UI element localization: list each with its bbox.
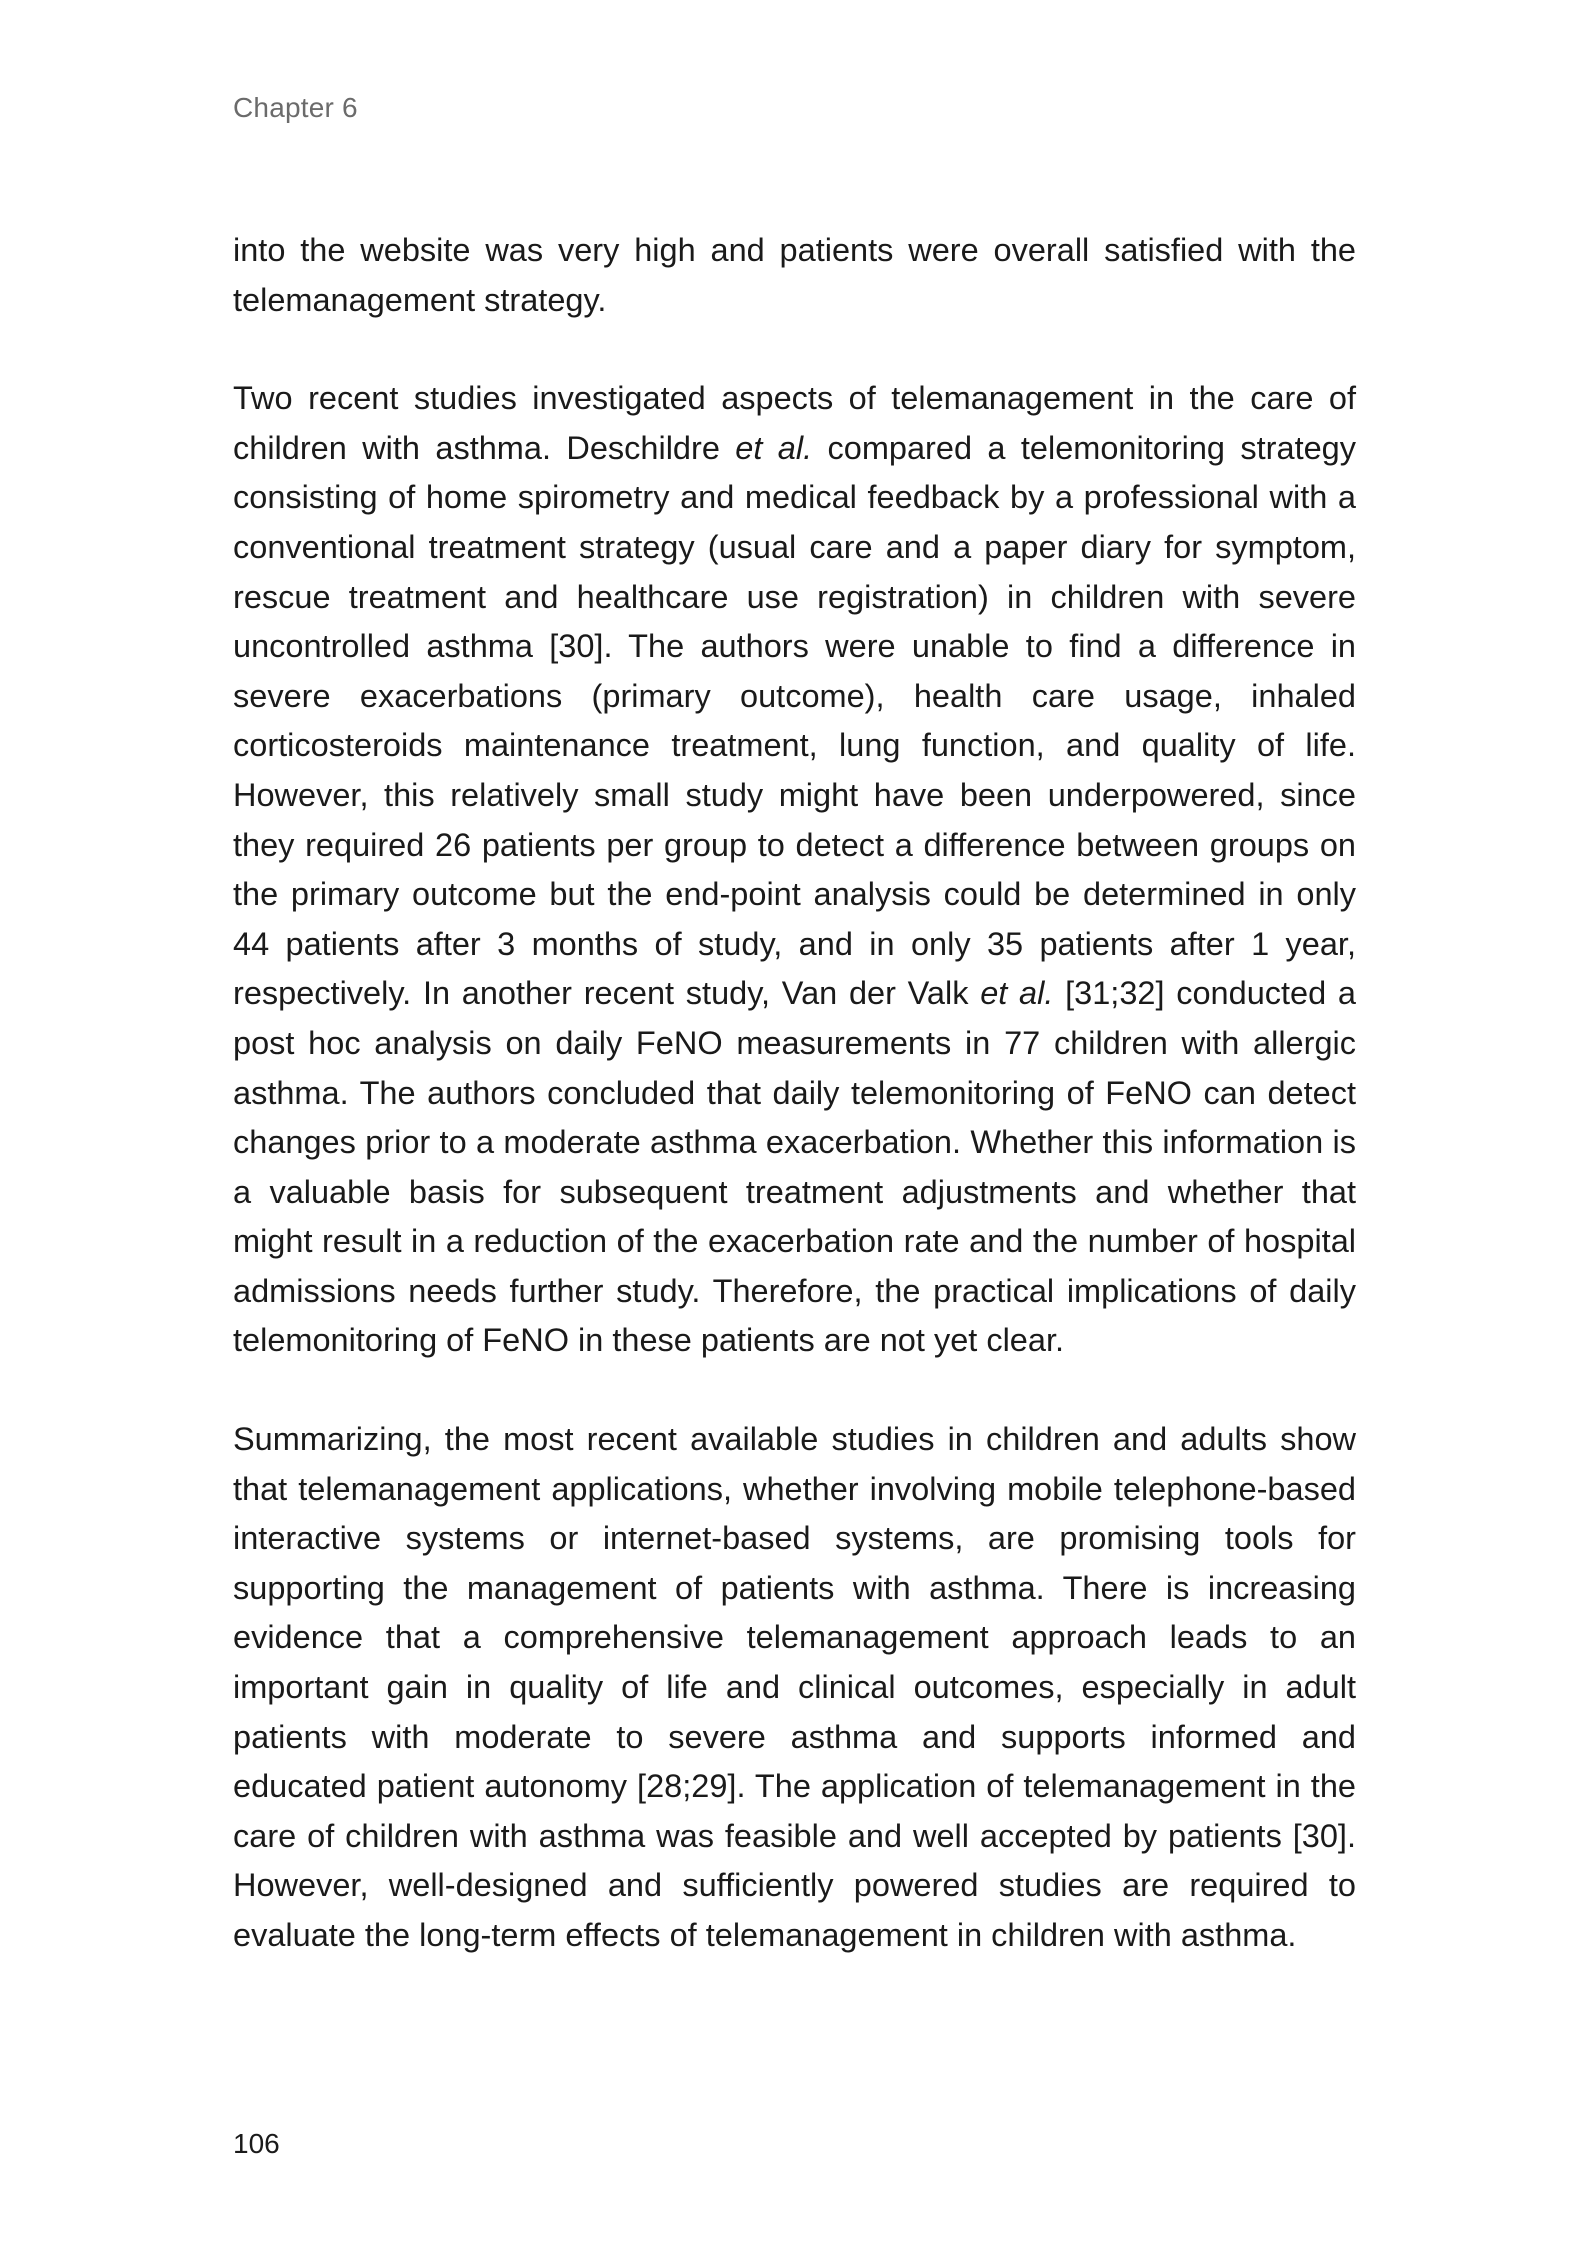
body-text xyxy=(233,226,1356,2010)
et-al-italic: et al. xyxy=(735,429,813,466)
paragraph-2-text-c: [31;32] conducted a post hoc analysis on daily FeNO measurements in 77 children with allergic asthma. The authors concluded that daily telemonitoring of FeNO can detect changes prior to a moderate asthma exacerbation. Whether this information is a valuable basis for subsequent treatment adjustments and whether that might result in a reduction of the exacerbation rate and the number of hospital admissions needs further study. Therefore, the practical implications of daily telemonitoring of FeNO in these patients are not yet clear. xyxy=(233,975,1357,1359)
running-head: Chapter 6 xyxy=(233,92,358,123)
page-number: 106 xyxy=(233,2128,280,2159)
paragraph-1: into the website was very high and patients were overall satisfied with the telemanagement strategy. xyxy=(233,232,1356,318)
et-al-italic: et al. xyxy=(980,975,1054,1012)
paragraph-2 xyxy=(233,374,1356,1366)
paragraph-2-text-b: compared a telemonitoring strategy consisting of home spirometry and medical feedback by a professional with a conventional treatment strategy (usual care and a paper diary for symptom, rescue treatment and healthcare use registration) in children with severe uncontrolled asthma [30]. The authors were unable to find a difference in severe exacerbations (primary outcome), health care usage, inhaled corticosteroids maintenance treatment, lung function, and quality of life. However, this relatively small study might have been underpowered, since they required 26 patients per group to detect a difference between groups on the primary outcome but the end-point analysis could be determined in only 44 patients after 3 months of study, and in only 35 patients after 1 year, respectively. In another recent study, Van der Valk xyxy=(233,429,1357,1012)
paragraph-2-text-a: Two recent studies investigated aspects of telemanagement in the care of children with asthma. Deschildre xyxy=(233,380,1356,466)
paragraph-3: Summarizing, the most recent available studies in children and adults show that telemanagement applications, whether involving mobile telephone-based interactive systems or internet-based systems, are promising tools for supporting the management of patients with asthma. There is increasing evidence that a comprehensive telemanagement approach leads to an important gain in quality of life and clinical outcomes, especially in adult patients with moderate to severe asthma and supports informed and educated patient autonomy [28;29]. The application of telemanagement in the care of children with asthma was feasible and well accepted by patients [30]. However, well-designed and sufficiently powered studies are required to evaluate the long-term effects of telemanagement in children with asthma. xyxy=(233,1421,1356,1953)
